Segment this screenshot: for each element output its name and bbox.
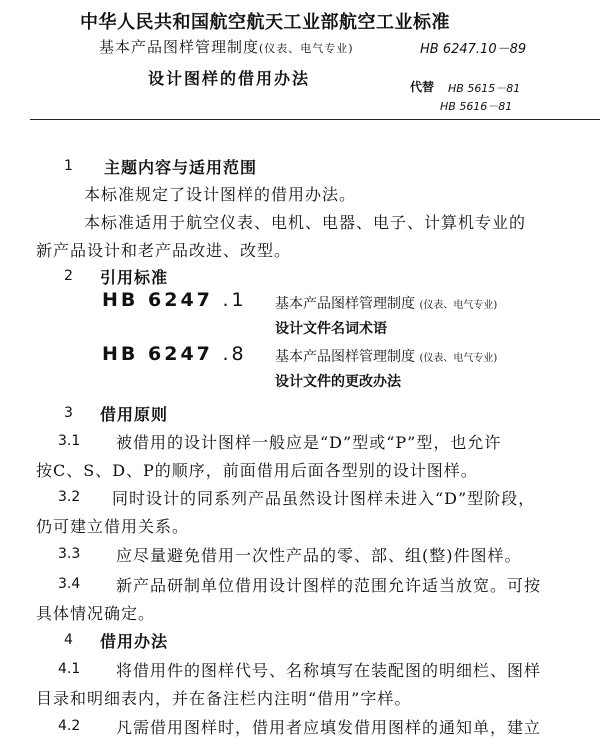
- section-3-number: 3: [64, 405, 73, 421]
- section-4-title: 借用办法: [100, 632, 169, 651]
- section-1-number: 1: [64, 158, 73, 174]
- clause-3-1-line-1: 被借用的设计图样一般应是“D”型或“P”型，也允许: [116, 433, 502, 452]
- clause-4-2-line-1: 凡需借用图样时，借用者应填发借用图样的通知单，建立: [116, 718, 542, 737]
- reference-1-name: [275, 293, 497, 313]
- clause-3-3-line-1: 应尽量避免借用一次性产品的零、部、组(整)件图样。: [116, 546, 522, 565]
- clause-3-4-line-2: 具体情况确定。: [36, 604, 156, 623]
- clause-3-1-number: 3.1: [58, 433, 81, 449]
- reference-2-code-number: HB 6247: [102, 343, 213, 365]
- reference-1-scope: (仪表、电气专业): [419, 300, 498, 311]
- replaces-label: 代替: [410, 80, 435, 94]
- clause-3-1-line-2: 按C、S、D、P的顺序，前面借用后面各型别的设计图样。: [36, 461, 478, 480]
- section-2-number: 2: [64, 268, 73, 284]
- section-4-number: 4: [64, 632, 73, 648]
- clause-3-2-number: 3.2: [58, 489, 81, 505]
- clause-4-1-line-1: 将借用件的图样代号、名称填写在装配图的明细栏、图样: [116, 661, 542, 680]
- reference-2-scope: (仪表、电气专业): [419, 353, 498, 364]
- reference-1-name-text: 基本产品图样管理制度: [275, 296, 415, 312]
- section-1-para-1: 本标准规定了设计图样的借用办法。: [84, 185, 357, 204]
- section-1-para-3: 新产品设计和老产品改进、改型。: [36, 241, 292, 260]
- clause-3-2-line-1: 同时设计的同系列产品虽然设计图样未进入“D”型阶段，: [112, 489, 536, 508]
- reference-1-part: .1: [222, 289, 247, 311]
- clause-3-4-number: 3.4: [58, 576, 81, 592]
- reference-1-subtitle: 设计文件名词术语: [275, 321, 387, 337]
- issuing-organization: 中华人民共和国航空航天工业部航空工业标准: [80, 12, 450, 33]
- section-2-title: 引用标准: [100, 268, 169, 287]
- series-title: [99, 36, 354, 57]
- clause-4-1-number: 4.1: [58, 661, 81, 677]
- document-title: 设计图样的借用办法: [148, 69, 311, 88]
- section-3-title: 借用原则: [100, 405, 169, 424]
- clause-3-2-line-2: 仍可建立借用关系。: [36, 517, 190, 536]
- reference-2-subtitle: 设计文件的更改办法: [275, 374, 401, 390]
- clause-3-4-line-1: 新产品研制单位借用设计图样的范围允许适当放宽。可按: [116, 576, 542, 595]
- series-scope: (仪表、电气专业): [259, 42, 354, 55]
- reference-2-code: [102, 343, 247, 365]
- series-main: 基本产品图样管理制度: [99, 38, 260, 56]
- clause-4-2-number: 4.2: [58, 718, 81, 734]
- clause-4-1-line-2: 目录和明细表内，并在备注栏内注明“借用”字样。: [36, 689, 412, 708]
- reference-1-code-number: HB 6247: [102, 289, 213, 311]
- header-divider: [30, 119, 600, 120]
- clause-3-3-number: 3.3: [58, 546, 81, 562]
- standard-code: HB 6247.10－89: [420, 42, 527, 57]
- replaces-code-2: HB 5616－81: [440, 100, 513, 113]
- replaces-code-1: HB 5615－81: [448, 82, 521, 95]
- reference-2-part: .8: [222, 343, 247, 365]
- reference-1-code: [102, 289, 247, 311]
- reference-2-name: [275, 346, 497, 366]
- section-1-para-2: 本标准适用于航空仪表、电机、电器、电子、计算机专业的: [84, 213, 527, 232]
- section-1-title: 主题内容与适用范围: [104, 158, 258, 177]
- reference-2-name-text: 基本产品图样管理制度: [275, 349, 415, 365]
